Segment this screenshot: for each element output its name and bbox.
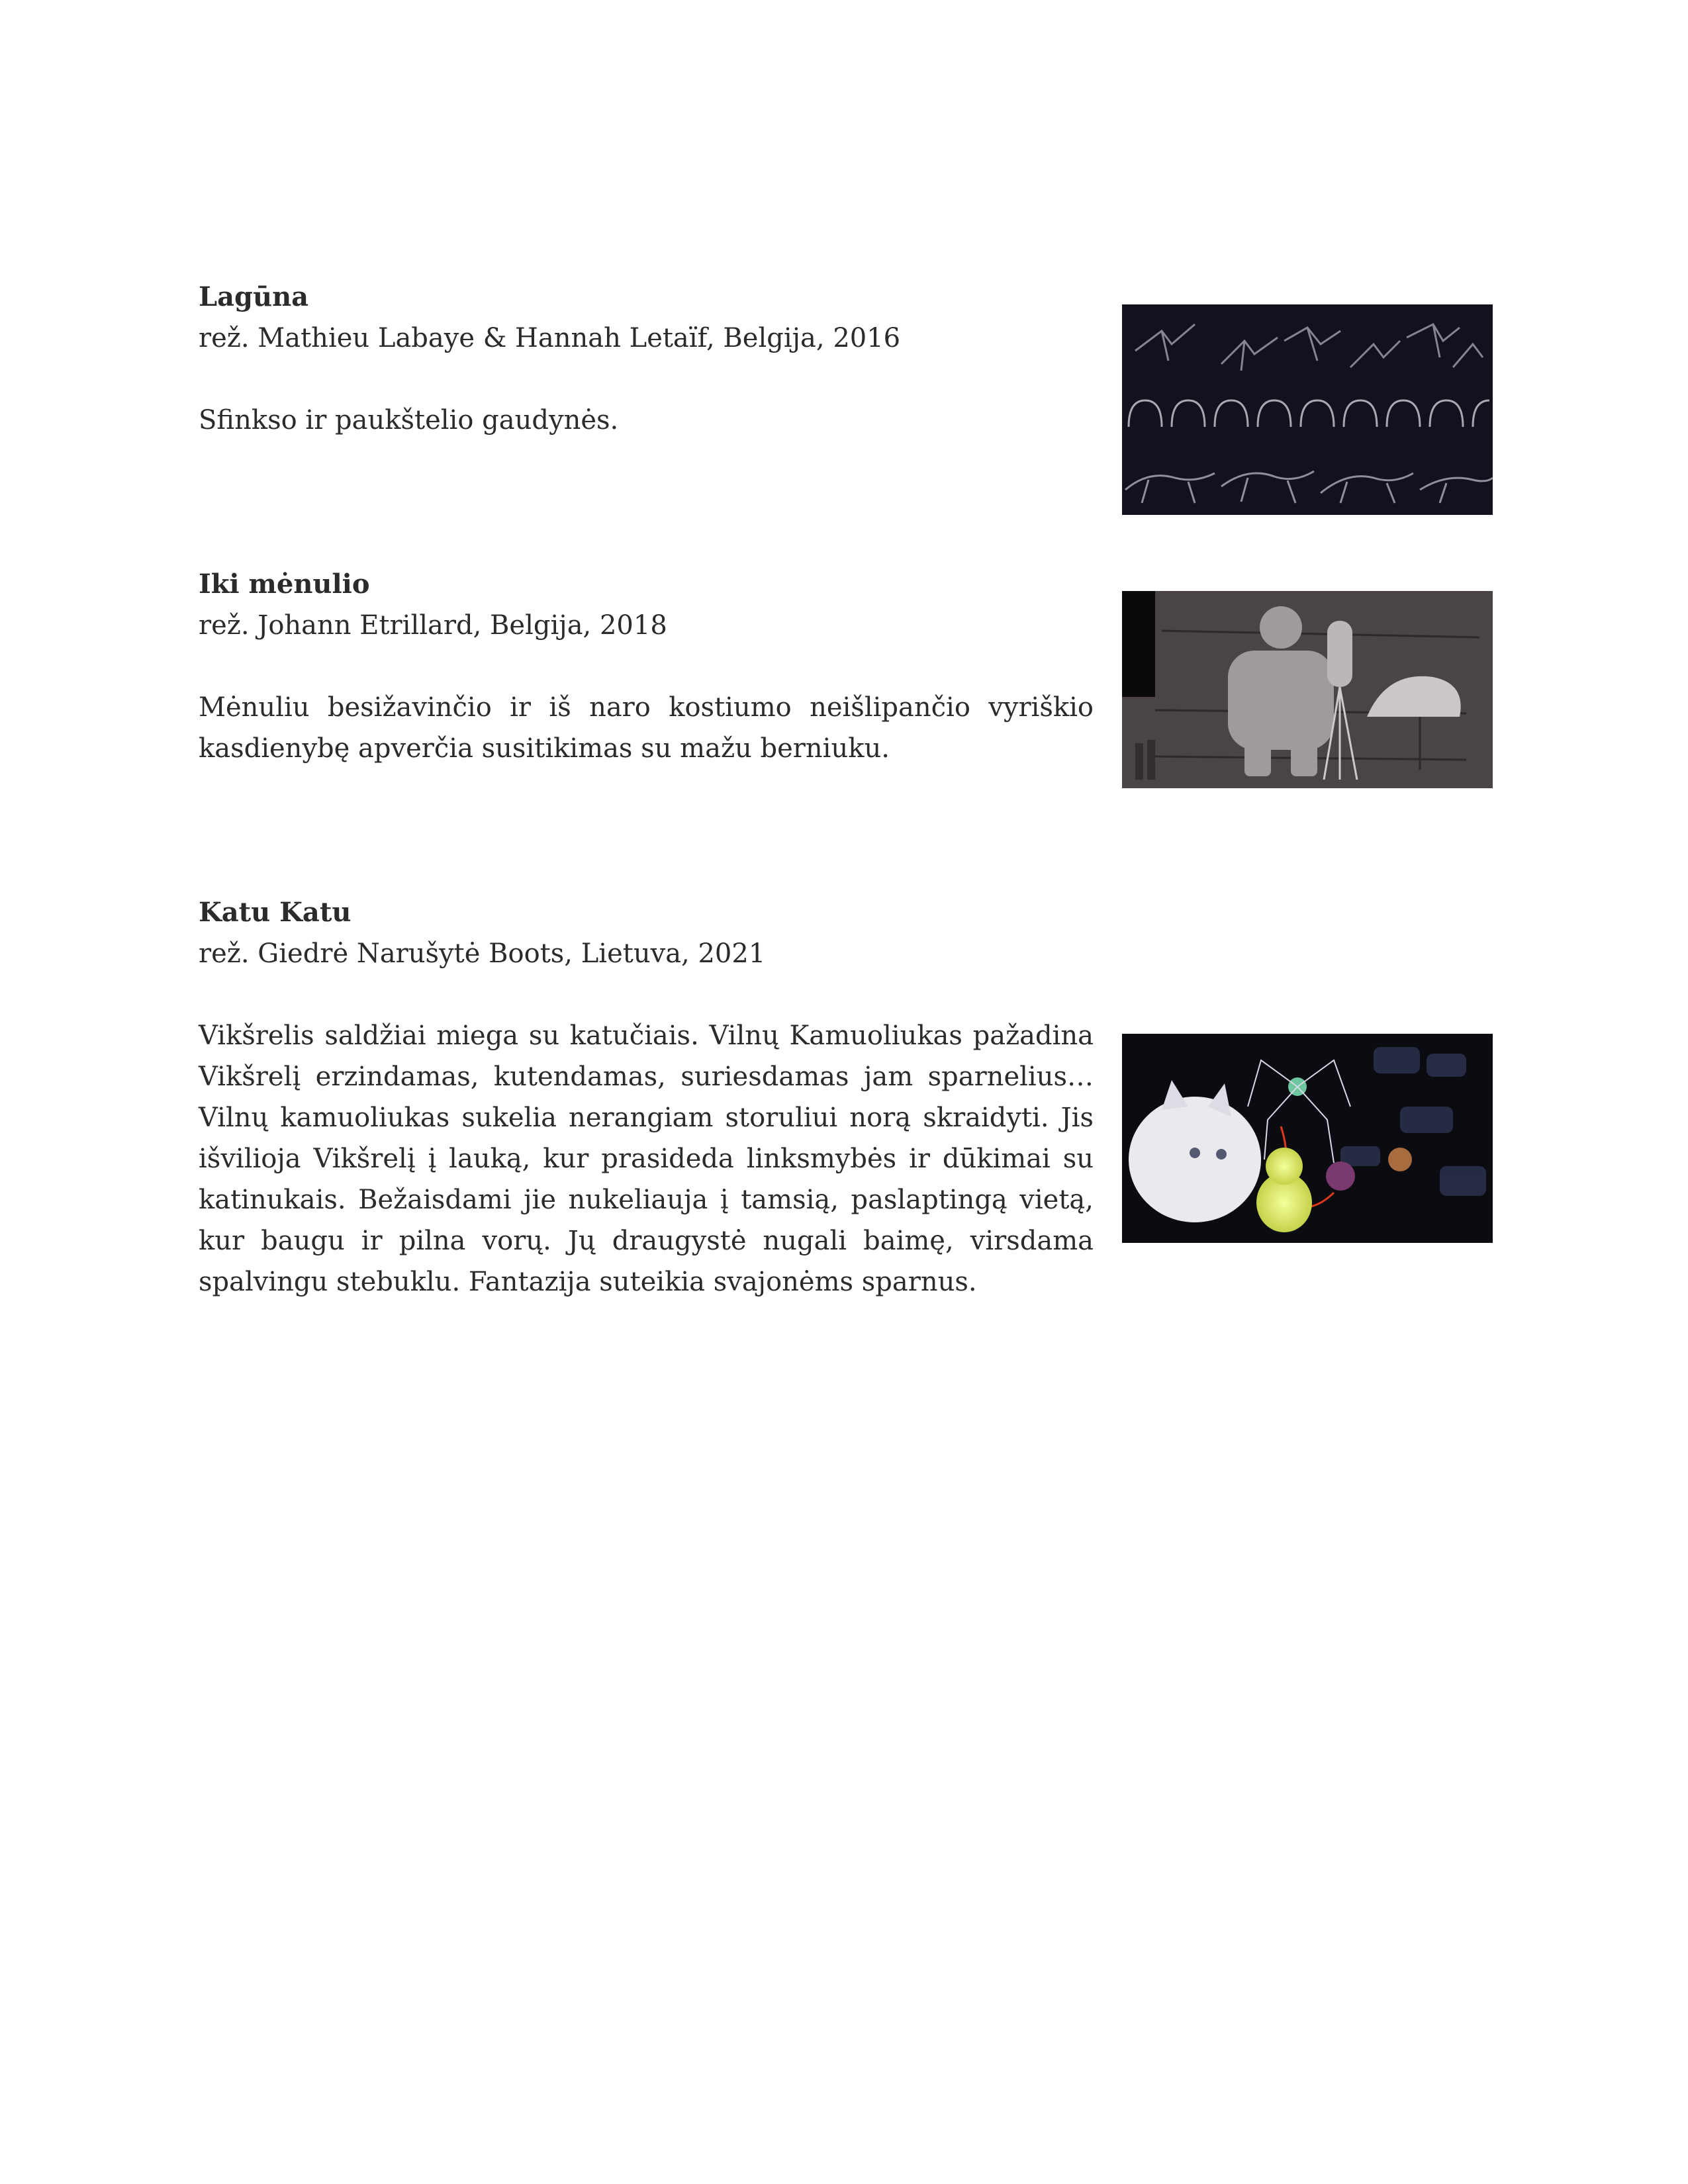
film-text-iki-menulio xyxy=(199,564,1094,769)
film-description: Sfinkso ir paukštelio gaudynės. xyxy=(199,405,619,435)
film-text-katu-katu xyxy=(199,892,1094,1302)
film-title: Lagūna xyxy=(199,281,309,312)
film-credit: rež. Mathieu Labaye & Hannah Letaïf, Belgija, 2016 xyxy=(199,323,901,353)
katu-katu-illustration xyxy=(1122,1034,1493,1243)
film-still-laguna xyxy=(1122,304,1493,515)
iki-menulio-illustration xyxy=(1122,591,1493,788)
film-credit: rež. Giedrė Narušytė Boots, Lietuva, 2021 xyxy=(199,938,766,969)
film-still-iki-menulio xyxy=(1122,591,1493,788)
film-credit: rež. Johann Etrillard, Belgija, 2018 xyxy=(199,610,667,641)
film-description: Vikšrelis saldžiai miega su katučiais. Vilnų Kamuoliukas pažadina Vikšrelį erzindamas, kutendamas, suriesdamas jam sparnelius… Vilnų kamuoliukas sukelia nerangiam storuliui norą skraidyti. Jis išvilioja Vikšrelį į lauką, kur prasideda linksmybės ir dūkimai su katinukais. Bežaisdami jie nukeliauja į tamsią, paslaptingą vietą, kur baugu ir pilna vorų. Jų draugystė nugali baimę, virsdama spalvingu stebuklu. Fantazija suteikia svajonėms sparnus. xyxy=(199,1021,1094,1297)
laguna-illustration xyxy=(1122,304,1493,515)
film-description: Mėnuliu besižavinčio ir iš naro kostiumo neišlipančio vyriškio kasdienybę apverčia susitikimas su mažu berniuku. xyxy=(199,692,1094,764)
film-title: Katu Katu xyxy=(199,897,352,928)
film-text-laguna xyxy=(199,277,1094,441)
film-title: Iki mėnulio xyxy=(199,569,370,600)
film-still-katu-katu xyxy=(1122,1034,1493,1243)
